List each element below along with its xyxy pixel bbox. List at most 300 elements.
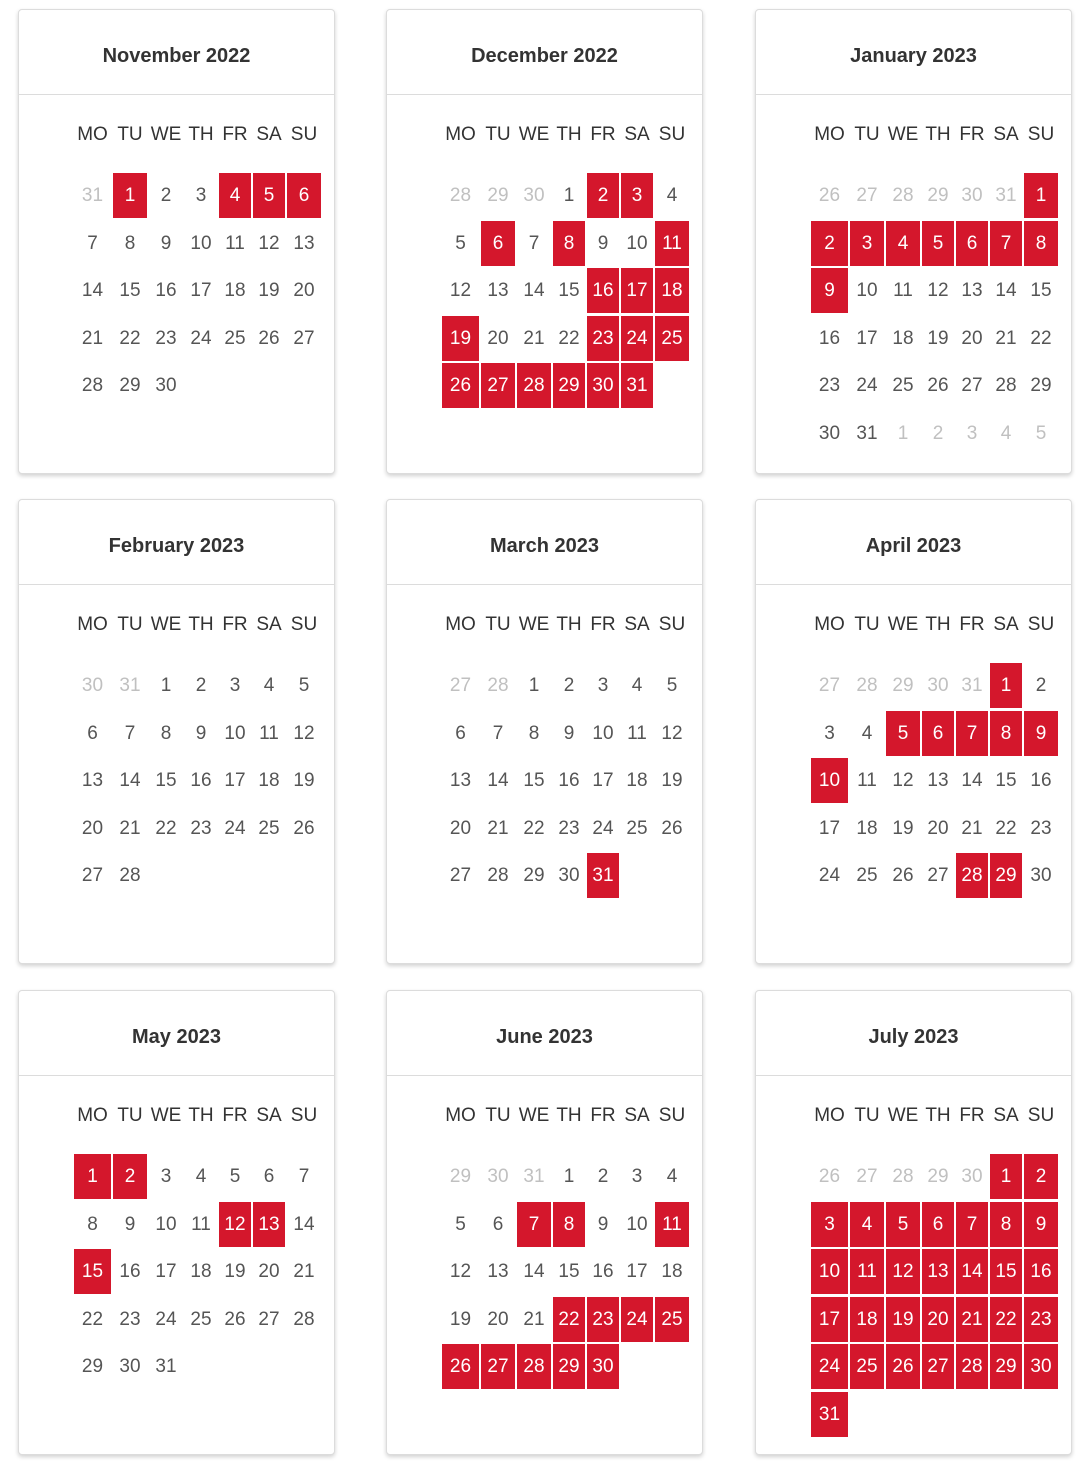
booked-day-cell[interactable]: 25 [850, 1344, 884, 1389]
day-cell[interactable]: 15 [558, 1261, 580, 1282]
day-cell[interactable]: 12 [293, 722, 315, 744]
day-cell[interactable]: 12 [449, 280, 472, 301]
weekday-header: TH [925, 1105, 951, 1126]
day-cell: 27 [856, 185, 878, 206]
day-cell[interactable]: 10 [190, 232, 212, 254]
day-cell[interactable]: 16 [818, 327, 841, 349]
booked-day-cell[interactable]: 5 [922, 221, 954, 266]
day-cell[interactable]: 8 [528, 722, 540, 744]
day-cell[interactable]: 3 [597, 675, 609, 696]
booked-day-cell[interactable]: 28 [956, 853, 988, 898]
booked-day-cell[interactable]: 28 [517, 1344, 551, 1389]
day-cell[interactable]: 20 [961, 327, 983, 349]
day-cell[interactable]: 13 [961, 280, 983, 301]
booked-day-cell[interactable]: 29 [553, 363, 585, 408]
booked-day-cell[interactable]: 6 [287, 173, 321, 218]
booked-day-cell[interactable]: 1 [1024, 173, 1058, 218]
day-cell[interactable]: 19 [224, 1261, 246, 1282]
day-cell[interactable]: 5 [455, 1213, 466, 1235]
booked-day-cell[interactable]: 18 [655, 268, 689, 313]
day-cell[interactable]: 11 [893, 280, 913, 301]
booked-day-cell[interactable]: 6 [922, 1202, 954, 1247]
day-cell[interactable]: 13 [487, 280, 509, 301]
day-cell[interactable]: 18 [856, 817, 878, 839]
booked-day-cell[interactable]: 27 [481, 1344, 515, 1389]
day-cell[interactable]: 20 [487, 327, 509, 349]
booked-day-cell[interactable]: 23 [1024, 1297, 1058, 1342]
booked-day-cell[interactable]: 30 [587, 1344, 619, 1389]
booked-day-cell[interactable]: 12 [219, 1202, 251, 1247]
booked-day-cell[interactable]: 11 [850, 1249, 884, 1294]
day-cell[interactable]: 9 [597, 1213, 609, 1235]
booked-day-cell[interactable]: 24 [811, 1344, 848, 1389]
day-cell[interactable]: 30 [155, 375, 177, 396]
day-cell[interactable]: 16 [119, 1261, 141, 1282]
day-cell[interactable]: 17 [155, 1261, 177, 1282]
booked-day-cell[interactable]: 23 [587, 316, 619, 361]
day-cell[interactable]: 15 [995, 770, 1017, 791]
booked-day-cell[interactable]: 1 [113, 173, 147, 218]
day-cell[interactable]: 2 [563, 675, 575, 696]
day-cell[interactable]: 25 [258, 817, 280, 839]
day-cell[interactable]: 5 [455, 232, 466, 254]
day-cell[interactable]: 8 [87, 1213, 98, 1235]
day-cell[interactable]: 11 [259, 722, 279, 744]
weekday-header: TU [485, 124, 511, 145]
day-cell[interactable]: 18 [224, 280, 246, 301]
day-cell[interactable]: 2 [195, 675, 207, 696]
day-cell[interactable]: 14 [523, 1261, 545, 1282]
day-cell[interactable]: 10 [592, 722, 614, 744]
day-cell[interactable]: 26 [927, 375, 949, 396]
day-cell[interactable]: 13 [293, 232, 315, 254]
day-cell[interactable]: 5 [298, 675, 310, 696]
booked-day-cell[interactable]: 29 [553, 1344, 585, 1389]
day-cell[interactable]: 5 [229, 1166, 241, 1187]
weekday-header: FR [590, 124, 616, 145]
day-cell[interactable]: 28 [293, 1308, 315, 1330]
day-cell[interactable]: 3 [824, 722, 835, 744]
day-cell[interactable]: 18 [190, 1261, 212, 1282]
day-cell[interactable]: 16 [1030, 770, 1052, 791]
day-cell[interactable]: 16 [592, 1261, 614, 1282]
booked-day-cell[interactable]: 2 [811, 221, 848, 266]
booked-day-cell[interactable]: 26 [442, 1344, 479, 1389]
booked-day-cell[interactable]: 30 [1024, 1344, 1058, 1389]
booked-day-cell[interactable]: 9 [1024, 1202, 1058, 1247]
day-cell[interactable]: 12 [258, 232, 280, 254]
day-cell[interactable]: 13 [81, 770, 104, 791]
weekday-header: SU [290, 614, 318, 635]
day-cell[interactable]: 18 [626, 770, 648, 791]
weekday-header: SU [290, 124, 318, 145]
day-cell[interactable]: 15 [119, 280, 141, 301]
day-cell[interactable]: 27 [293, 327, 315, 349]
day-cell[interactable]: 9 [160, 232, 172, 254]
day-cell[interactable]: 1 [563, 185, 575, 206]
day-cell[interactable]: 16 [155, 280, 177, 301]
day-cell[interactable]: 7 [87, 232, 98, 254]
day-cell[interactable]: 10 [224, 722, 246, 744]
booked-day-cell[interactable]: 26 [886, 1344, 920, 1389]
booked-day-cell[interactable]: 14 [956, 1249, 988, 1294]
day-cell[interactable]: 14 [961, 770, 983, 791]
day-cell[interactable]: 26 [892, 865, 914, 886]
weekday-header: FR [959, 124, 985, 145]
day-cell[interactable]: 23 [1030, 817, 1052, 839]
booked-day-cell[interactable]: 8 [553, 221, 585, 266]
booked-day-cell[interactable]: 31 [621, 363, 653, 408]
day-cell[interactable]: 14 [487, 770, 509, 791]
day-cell[interactable]: 13 [487, 1261, 509, 1282]
day-cell[interactable]: 1 [528, 675, 540, 696]
day-cell[interactable]: 16 [558, 770, 580, 791]
day-cell[interactable]: 7 [298, 1166, 310, 1187]
day-cell[interactable]: 23 [119, 1308, 141, 1330]
booked-day-cell[interactable]: 27 [481, 363, 515, 408]
day-cell[interactable]: 19 [661, 770, 683, 791]
day-cell[interactable]: 31 [155, 1356, 177, 1377]
day-cell[interactable]: 18 [258, 770, 280, 791]
booked-day-cell[interactable]: 8 [990, 1202, 1022, 1247]
day-cell[interactable]: 23 [190, 817, 212, 839]
month-title: November 2022 [19, 10, 334, 95]
day-cell[interactable]: 4 [861, 722, 873, 744]
day-cell[interactable]: 3 [631, 1166, 643, 1187]
booked-day-cell[interactable]: 6 [922, 711, 954, 756]
day-cell[interactable]: 20 [293, 280, 315, 301]
booked-day-cell[interactable]: 21 [956, 1297, 988, 1342]
day-cell[interactable]: 28 [995, 375, 1017, 396]
weekday-header: SA [624, 1105, 650, 1126]
day-cell[interactable]: 26 [293, 817, 315, 839]
booked-day-cell[interactable]: 2 [113, 1154, 147, 1199]
day-cell[interactable]: 15 [523, 770, 545, 791]
day-cell[interactable]: 14 [995, 280, 1017, 301]
day-cell[interactable]: 2 [1035, 675, 1047, 696]
day-cell[interactable]: 25 [892, 375, 914, 396]
day-cell[interactable]: 30 [558, 865, 580, 886]
booked-day-cell[interactable]: 22 [553, 1297, 585, 1342]
day-cell[interactable]: 3 [160, 1166, 172, 1187]
booked-day-cell[interactable]: 5 [253, 173, 285, 218]
weekday-header: MO [445, 1105, 476, 1126]
day-cell: 28 [856, 675, 878, 696]
booked-day-cell[interactable]: 8 [553, 1202, 585, 1247]
day-cell[interactable]: 29 [523, 865, 545, 886]
booked-day-cell[interactable]: 29 [990, 1344, 1022, 1389]
day-cell[interactable]: 18 [892, 327, 914, 349]
weekday-header: SA [993, 124, 1019, 145]
day-cell[interactable]: 4 [666, 1166, 678, 1187]
booked-day-cell[interactable]: 12 [886, 1249, 920, 1294]
day-cell[interactable]: 11 [225, 232, 245, 254]
day-cell[interactable]: 15 [155, 770, 177, 791]
day-cell: 31 [81, 185, 104, 206]
booked-day-cell[interactable]: 1 [990, 663, 1022, 708]
day-cell[interactable]: 21 [293, 1261, 315, 1282]
day-cell[interactable]: 29 [119, 375, 141, 396]
day-cell[interactable]: 14 [293, 1213, 315, 1235]
day-cell[interactable]: 4 [666, 185, 678, 206]
day-cell[interactable]: 24 [592, 817, 614, 839]
booked-day-cell[interactable]: 31 [811, 1392, 848, 1437]
booked-day-cell[interactable]: 3 [621, 173, 653, 218]
day-cell[interactable]: 24 [818, 865, 841, 886]
day-cell[interactable]: 2 [597, 1166, 609, 1187]
day-cell[interactable]: 25 [856, 865, 878, 886]
booked-day-cell[interactable]: 8 [1024, 221, 1058, 266]
day-cell[interactable]: 20 [81, 817, 104, 839]
booked-day-cell[interactable]: 24 [621, 316, 653, 361]
booked-day-cell[interactable]: 18 [850, 1297, 884, 1342]
day-cell[interactable]: 25 [626, 817, 648, 839]
day-cell[interactable]: 17 [224, 770, 246, 791]
day-cell[interactable]: 21 [81, 327, 104, 349]
day-cell[interactable]: 8 [160, 722, 172, 744]
day-cell[interactable]: 12 [661, 722, 683, 744]
booked-day-cell[interactable]: 6 [481, 221, 515, 266]
day-cell[interactable]: 30 [1030, 865, 1052, 886]
booked-day-cell[interactable]: 24 [621, 1297, 653, 1342]
booked-day-cell[interactable]: 22 [990, 1297, 1022, 1342]
day-cell[interactable]: 26 [224, 1308, 246, 1330]
day-cell[interactable]: 17 [592, 770, 614, 791]
day-cell[interactable]: 17 [856, 327, 878, 349]
booked-day-cell[interactable]: 5 [886, 1202, 920, 1247]
day-cell[interactable]: 25 [190, 1308, 212, 1330]
booked-day-cell[interactable]: 17 [621, 268, 653, 313]
booked-day-cell[interactable]: 10 [811, 758, 848, 803]
booked-day-cell[interactable]: 11 [655, 221, 689, 266]
booked-day-cell[interactable]: 8 [990, 711, 1022, 756]
day-cell[interactable]: 5 [666, 675, 678, 696]
day-cell: 27 [856, 1166, 878, 1187]
day-cell[interactable]: 22 [155, 817, 177, 839]
day-cell[interactable]: 27 [961, 375, 983, 396]
day-cell[interactable]: 21 [995, 327, 1017, 349]
day-cell[interactable]: 13 [449, 770, 472, 791]
booked-day-cell[interactable]: 7 [956, 1202, 988, 1247]
weekday-header: TU [117, 614, 143, 635]
day-cell[interactable]: 8 [124, 232, 136, 254]
booked-day-cell[interactable]: 13 [922, 1249, 954, 1294]
day-cell[interactable]: 21 [961, 817, 983, 839]
day-cell[interactable]: 21 [487, 817, 509, 839]
booked-day-cell[interactable]: 31 [587, 853, 619, 898]
day-cell[interactable]: 28 [487, 865, 509, 886]
day-cell[interactable]: 9 [563, 722, 575, 744]
day-cell[interactable]: 28 [81, 375, 104, 396]
booked-day-cell[interactable]: 23 [587, 1297, 619, 1342]
day-cell[interactable]: 7 [492, 722, 504, 744]
booked-day-cell[interactable]: 1 [74, 1154, 111, 1199]
day-cell[interactable]: 19 [892, 817, 914, 839]
weekday-header: MO [445, 124, 476, 145]
day-cell[interactable]: 7 [528, 232, 540, 254]
booked-day-cell[interactable]: 16 [1024, 1249, 1058, 1294]
day-cell[interactable]: 19 [449, 1308, 472, 1330]
day-cell[interactable]: 19 [927, 327, 949, 349]
booked-day-cell[interactable]: 13 [253, 1202, 285, 1247]
day-cell[interactable]: 15 [558, 280, 580, 301]
booked-day-cell[interactable]: 9 [811, 268, 848, 313]
day-cell[interactable]: 4 [631, 675, 643, 696]
booked-day-cell[interactable]: 2 [1024, 1154, 1058, 1199]
day-cell[interactable]: 17 [626, 1261, 648, 1282]
booked-day-cell[interactable]: 4 [850, 1202, 884, 1247]
day-cell[interactable]: 22 [1030, 327, 1052, 349]
booked-day-cell[interactable]: 10 [811, 1249, 848, 1294]
booked-day-cell[interactable]: 2 [587, 173, 619, 218]
day-cell[interactable]: 2 [160, 185, 172, 206]
day-cell[interactable]: 17 [818, 817, 841, 839]
booked-day-cell[interactable]: 3 [850, 221, 884, 266]
day-cell[interactable]: 22 [995, 817, 1017, 839]
day-cell[interactable]: 24 [224, 817, 246, 839]
booked-day-cell[interactable]: 5 [886, 711, 920, 756]
month-title: December 2022 [387, 10, 702, 95]
day-cell[interactable]: 20 [258, 1261, 280, 1282]
day-cell[interactable]: 16 [190, 770, 212, 791]
day-cell[interactable]: 4 [263, 675, 275, 696]
booked-day-cell[interactable]: 25 [655, 316, 689, 361]
booked-day-cell[interactable]: 28 [517, 363, 551, 408]
day-cell[interactable]: 27 [81, 865, 104, 886]
booked-day-cell[interactable]: 9 [1024, 711, 1058, 756]
day-cell[interactable]: 19 [258, 280, 280, 301]
day-cell[interactable]: 27 [449, 865, 472, 886]
weekday-header: SA [624, 124, 650, 145]
day-cell[interactable]: 17 [190, 280, 212, 301]
day-cell[interactable]: 9 [597, 232, 609, 254]
day-cell[interactable]: 10 [856, 280, 878, 301]
day-cell[interactable]: 22 [81, 1308, 104, 1330]
day-cell[interactable]: 1 [160, 675, 172, 696]
weekday-header: TH [188, 1105, 214, 1126]
day-cell[interactable]: 24 [856, 375, 878, 396]
day-cell[interactable]: 12 [927, 280, 949, 301]
booked-day-cell[interactable]: 29 [990, 853, 1022, 898]
booked-day-cell[interactable]: 19 [886, 1297, 920, 1342]
day-cell[interactable]: 3 [229, 675, 241, 696]
booked-day-cell[interactable]: 28 [956, 1344, 988, 1389]
booked-day-cell[interactable]: 7 [517, 1202, 551, 1247]
day-cell[interactable]: 23 [155, 327, 177, 349]
day-cell[interactable]: 14 [81, 280, 104, 301]
booked-day-cell[interactable]: 15 [74, 1249, 111, 1294]
day-cell[interactable]: 7 [124, 722, 136, 744]
booked-day-cell[interactable]: 4 [219, 173, 251, 218]
booked-day-cell[interactable]: 3 [811, 1202, 848, 1247]
booked-day-cell[interactable]: 30 [587, 363, 619, 408]
day-cell[interactable]: 21 [119, 817, 141, 839]
day-cell[interactable]: 12 [449, 1261, 472, 1282]
day-cell[interactable]: 14 [523, 280, 545, 301]
day-cell[interactable]: 3 [195, 185, 207, 206]
day-cell[interactable]: 9 [195, 722, 207, 744]
day-cell[interactable]: 13 [927, 770, 949, 791]
day-cell[interactable]: 29 [81, 1356, 104, 1377]
day-cell[interactable]: 6 [263, 1166, 275, 1187]
booked-day-cell[interactable]: 15 [990, 1249, 1022, 1294]
day-cell[interactable]: 11 [857, 770, 877, 791]
day-cell[interactable]: 11 [627, 722, 647, 744]
booked-day-cell[interactable]: 27 [922, 1344, 954, 1389]
booked-day-cell[interactable]: 16 [587, 268, 619, 313]
day-cell[interactable]: 24 [155, 1308, 177, 1330]
day-cell[interactable]: 30 [119, 1356, 141, 1377]
weekday-header: TH [188, 614, 214, 635]
day-cell[interactable]: 22 [523, 817, 545, 839]
booked-day-cell[interactable]: 7 [990, 221, 1022, 266]
weekday-header: WE [518, 1105, 550, 1126]
booked-day-cell[interactable]: 19 [442, 316, 479, 361]
day-cell[interactable]: 21 [523, 327, 545, 349]
day-cell[interactable]: 11 [191, 1213, 211, 1235]
day-cell[interactable]: 9 [124, 1213, 136, 1235]
day-cell[interactable]: 28 [119, 865, 141, 886]
day-cell[interactable]: 10 [626, 1213, 648, 1235]
day-cell[interactable]: 23 [558, 817, 580, 839]
booked-day-cell[interactable]: 26 [442, 363, 479, 408]
day-cell[interactable]: 22 [558, 327, 580, 349]
day-cell[interactable]: 20 [927, 817, 949, 839]
day-cell[interactable]: 31 [856, 422, 878, 444]
booked-day-cell[interactable]: 20 [922, 1297, 954, 1342]
day-cell[interactable]: 27 [258, 1308, 280, 1330]
day-cell: 31 [961, 675, 983, 696]
booked-day-cell[interactable]: 6 [956, 221, 988, 266]
booked-day-cell[interactable]: 4 [886, 221, 920, 266]
day-cell[interactable]: 21 [523, 1308, 545, 1330]
day-cell[interactable]: 23 [818, 375, 841, 396]
day-cell[interactable]: 20 [487, 1308, 509, 1330]
day-cell[interactable]: 26 [258, 327, 280, 349]
weekday-header: SA [256, 124, 282, 145]
booked-day-cell[interactable]: 7 [956, 711, 988, 756]
day-cell[interactable]: 6 [455, 722, 466, 744]
day-cell[interactable]: 30 [818, 422, 841, 444]
day-cell[interactable]: 6 [87, 722, 98, 744]
day-cell[interactable]: 14 [119, 770, 141, 791]
day-cell[interactable]: 18 [661, 1261, 683, 1282]
day-cell: 28 [449, 185, 472, 206]
day-cell[interactable]: 12 [892, 770, 914, 791]
weekday-header: TH [556, 1105, 582, 1126]
day-cell[interactable]: 22 [119, 327, 141, 349]
booked-day-cell[interactable]: 25 [655, 1297, 689, 1342]
day-cell[interactable]: 27 [927, 865, 949, 886]
day-cell[interactable]: 10 [155, 1213, 177, 1235]
day-cell[interactable]: 6 [492, 1213, 504, 1235]
day-cell[interactable]: 15 [1030, 280, 1052, 301]
booked-day-cell[interactable]: 17 [811, 1297, 848, 1342]
day-cell[interactable]: 1 [563, 1166, 575, 1187]
day-cell[interactable]: 25 [224, 327, 246, 349]
booked-day-cell[interactable]: 1 [990, 1154, 1022, 1199]
day-cell[interactable]: 4 [195, 1166, 207, 1187]
day-cell[interactable]: 19 [293, 770, 315, 791]
weekday-header: TU [854, 1105, 880, 1126]
day-cell[interactable]: 10 [626, 232, 648, 254]
booked-day-cell[interactable]: 11 [655, 1202, 689, 1247]
day-cell[interactable]: 24 [190, 327, 212, 349]
day-cell[interactable]: 29 [1030, 375, 1052, 396]
day-cell[interactable]: 26 [661, 817, 683, 839]
day-cell[interactable]: 20 [449, 817, 472, 839]
month-card [18, 9, 335, 474]
